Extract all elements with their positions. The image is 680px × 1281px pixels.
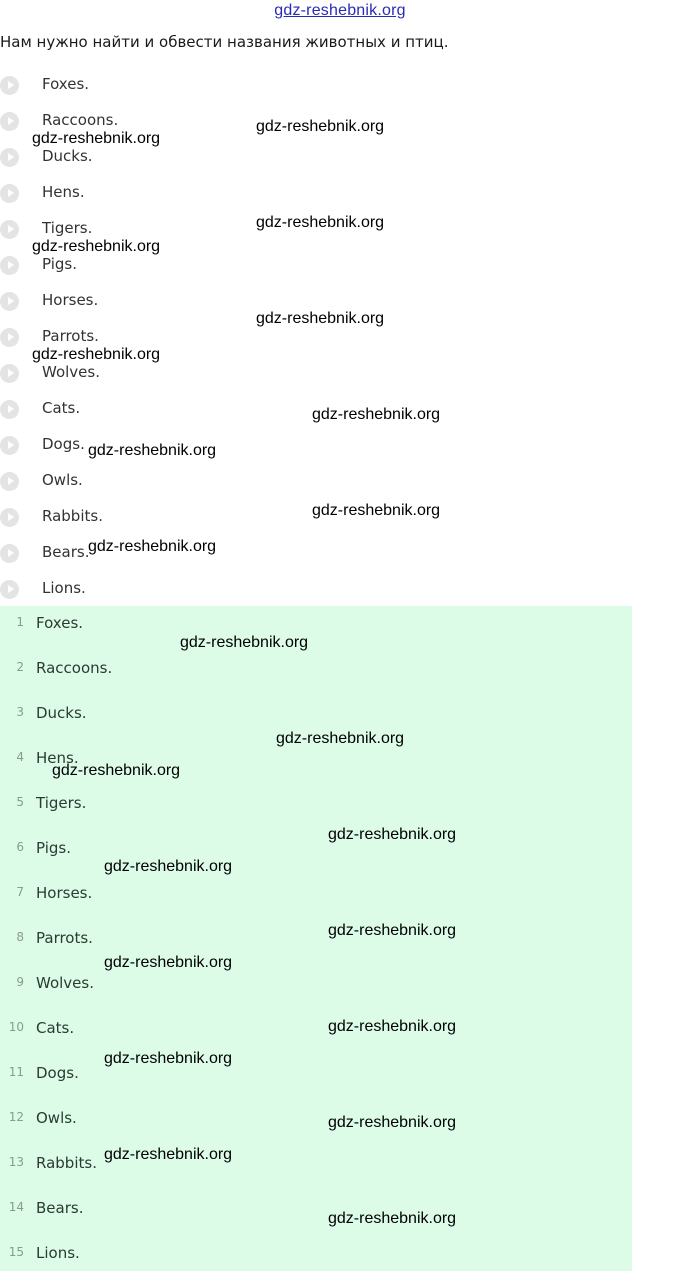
line-number: 6	[16, 840, 24, 854]
line-text: Bears.	[36, 1199, 84, 1217]
play-icon[interactable]	[0, 184, 19, 203]
transcript-row	[0, 831, 632, 876]
transcript-row	[0, 1236, 632, 1281]
line-text: Horses.	[36, 884, 93, 902]
watermark: gdz-reshebnik.org	[328, 1018, 457, 1035]
play-icon[interactable]	[0, 364, 19, 383]
watermark: gdz-reshebnik.org	[104, 1050, 233, 1067]
transcript-row	[0, 1101, 632, 1146]
audio-item-label: Dogs.	[42, 435, 85, 453]
watermark: gdz-reshebnik.org	[104, 858, 233, 875]
watermark: gdz-reshebnik.org	[328, 922, 457, 939]
audio-item-label: Rabbits.	[42, 507, 103, 525]
audio-item-label: Ducks.	[42, 147, 93, 165]
audio-item-label: Cats.	[42, 399, 81, 417]
watermark: gdz-reshebnik.org	[328, 826, 457, 843]
line-text: Raccoons.	[36, 659, 113, 677]
play-icon[interactable]	[0, 148, 19, 167]
line-text: Lions.	[36, 1244, 80, 1262]
line-number: 9	[16, 975, 24, 989]
transcript-row	[0, 1011, 632, 1056]
line-number: 11	[8, 1065, 24, 1079]
audio-item-label: Bears.	[42, 543, 90, 561]
audio-item-label: Lions.	[42, 579, 86, 597]
play-icon[interactable]	[0, 544, 19, 563]
play-icon[interactable]	[0, 436, 19, 455]
line-number: 3	[16, 705, 24, 719]
line-text: Wolves.	[36, 974, 94, 992]
line-text: Tigers.	[36, 794, 87, 812]
watermark: gdz-reshebnik.org	[32, 346, 161, 363]
play-icon[interactable]	[0, 292, 19, 311]
line-number: 14	[8, 1200, 24, 1214]
line-number: 15	[8, 1245, 24, 1259]
line-text: Cats.	[36, 1019, 75, 1037]
line-number: 12	[8, 1110, 24, 1124]
line-number: 10	[8, 1020, 24, 1034]
site-header-link[interactable]: gdz-reshebnik.org	[274, 2, 406, 19]
line-number: 5	[16, 795, 24, 809]
watermark: gdz-reshebnik.org	[180, 634, 309, 651]
line-number: 7	[16, 885, 24, 899]
watermark: gdz-reshebnik.org	[32, 130, 161, 147]
line-number: 1	[16, 615, 24, 629]
line-text: Foxes.	[36, 614, 84, 632]
audio-item	[0, 66, 680, 102]
audio-item	[0, 174, 680, 210]
audio-item-label: Horses.	[42, 291, 99, 309]
watermark: gdz-reshebnik.org	[88, 442, 217, 459]
audio-item-label: Pigs.	[42, 255, 77, 273]
watermark: gdz-reshebnik.org	[256, 118, 385, 135]
play-icon[interactable]	[0, 256, 19, 275]
play-icon[interactable]	[0, 328, 19, 347]
audio-item-label: Owls.	[42, 471, 83, 489]
play-icon[interactable]	[0, 220, 19, 239]
audio-item-label: Wolves.	[42, 363, 100, 381]
transcript-row	[0, 606, 632, 651]
watermark: gdz-reshebnik.org	[104, 1146, 233, 1163]
audio-item-label: Hens.	[42, 183, 85, 201]
audio-item-label: Raccoons.	[42, 111, 119, 129]
transcript-row	[0, 651, 632, 696]
play-icon[interactable]	[0, 400, 19, 419]
play-icon[interactable]	[0, 472, 19, 491]
watermark: gdz-reshebnik.org	[104, 954, 233, 971]
line-number: 4	[16, 750, 24, 764]
line-text: Ducks.	[36, 704, 87, 722]
watermark: gdz-reshebnik.org	[52, 762, 181, 779]
transcript-row	[0, 1056, 632, 1101]
play-icon[interactable]	[0, 508, 19, 527]
line-text: Rabbits.	[36, 1154, 97, 1172]
transcript-row	[0, 1146, 632, 1191]
line-text: Dogs.	[36, 1064, 79, 1082]
watermark: gdz-reshebnik.org	[328, 1114, 457, 1131]
line-number: 8	[16, 930, 24, 944]
watermark: gdz-reshebnik.org	[32, 238, 161, 255]
transcript-row	[0, 966, 632, 1011]
instruction-text: Нам нужно найти и обвести названия животных и птиц.	[0, 33, 449, 51]
transcript-row	[0, 876, 632, 921]
line-text: Owls.	[36, 1109, 77, 1127]
watermark: gdz-reshebnik.org	[312, 406, 441, 423]
audio-item-label: Parrots.	[42, 327, 99, 345]
transcript-panel	[0, 606, 632, 1271]
audio-item	[0, 462, 680, 498]
line-text: Hens.	[36, 749, 79, 767]
line-text: Pigs.	[36, 839, 71, 857]
audio-item	[0, 570, 680, 606]
watermark: gdz-reshebnik.org	[276, 730, 405, 747]
play-icon[interactable]	[0, 580, 19, 599]
play-icon[interactable]	[0, 112, 19, 131]
watermark: gdz-reshebnik.org	[256, 310, 385, 327]
transcript-row	[0, 786, 632, 831]
watermark: gdz-reshebnik.org	[256, 214, 385, 231]
watermark: gdz-reshebnik.org	[312, 502, 441, 519]
audio-item-label: Tigers.	[42, 219, 93, 237]
transcript-row	[0, 921, 632, 966]
watermark: gdz-reshebnik.org	[88, 538, 217, 555]
play-icon[interactable]	[0, 76, 19, 95]
line-number: 2	[16, 660, 24, 674]
audio-item-label: Foxes.	[42, 75, 90, 93]
line-text: Parrots.	[36, 929, 93, 947]
watermark: gdz-reshebnik.org	[328, 1210, 457, 1227]
line-number: 13	[8, 1155, 24, 1169]
transcript-row	[0, 1191, 632, 1236]
